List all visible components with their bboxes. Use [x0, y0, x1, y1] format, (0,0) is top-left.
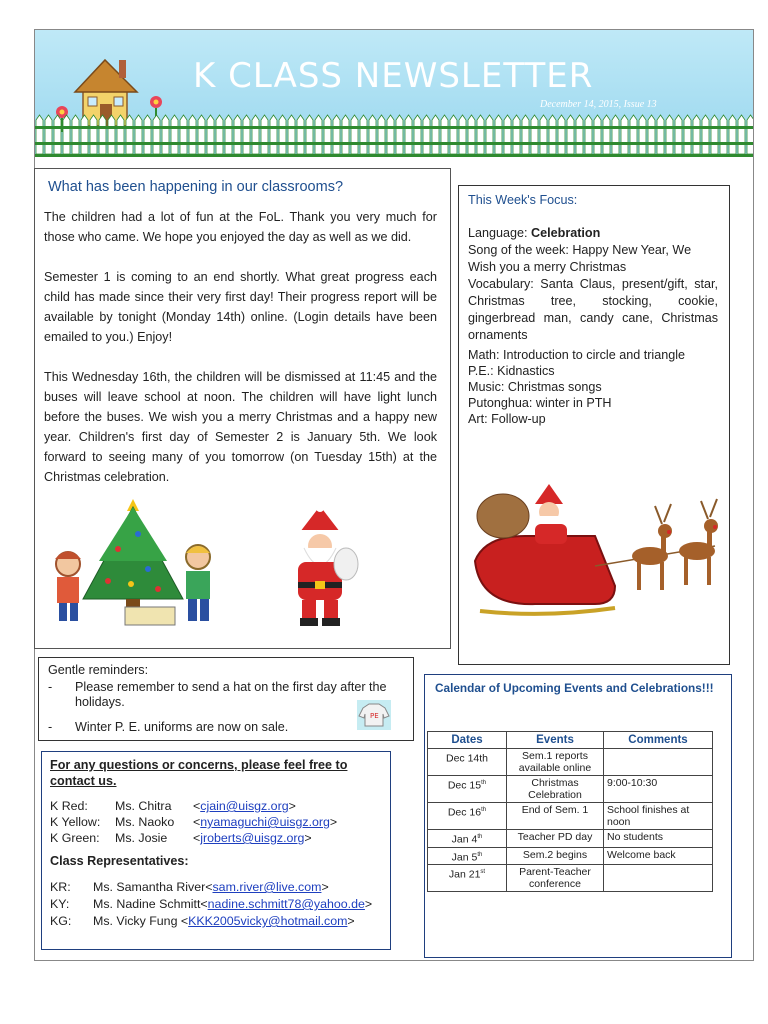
picket-fence	[35, 114, 753, 154]
col-header: Comments	[604, 732, 713, 749]
reminder-item: - Please remember to send a hat on the first day after the holidays.	[48, 680, 398, 710]
email-link[interactable]: KKK2005vicky@hotmail.com	[188, 914, 348, 928]
date-cell	[428, 776, 507, 803]
col-header: Events	[507, 732, 604, 749]
newsletter-page	[34, 29, 754, 961]
date-text: Jan 4	[451, 833, 478, 846]
focus-math: Math: Introduction to circle and triangle	[468, 348, 686, 362]
contact-name: Ms. Naoko	[115, 815, 175, 829]
email-link[interactable]: sam.river@live.com	[212, 880, 322, 894]
date-text: Dec 16	[447, 806, 482, 819]
focus-song: Song of the week: Happy New Year, We Wish you a merry Christmas	[468, 243, 692, 274]
focus-language-value: Celebration	[531, 226, 601, 240]
santa-illustration	[280, 504, 360, 629]
calendar-section	[424, 674, 732, 958]
focus-language	[468, 225, 718, 242]
weekly-focus-section	[458, 185, 730, 665]
comment-cell	[604, 865, 713, 892]
date-suffix: th	[481, 807, 487, 813]
happenings-heading: What has been happening in our classrooms?	[48, 179, 344, 195]
contact-class: K Green:	[50, 831, 100, 845]
reminders-section	[38, 657, 414, 741]
date-cell	[428, 749, 507, 776]
rep-row: KY: Ms. Nadine Schmitt<nadine.schmitt78@yahoo.de>	[50, 897, 373, 911]
comment-cell	[604, 749, 713, 776]
santa-sleigh-illustration	[465, 476, 725, 621]
date-suffix: th	[477, 834, 483, 840]
comment-cell: School finishes at noon	[604, 803, 713, 830]
contact-row: K Red: Ms. Chitra <cjain@uisgz.org>	[50, 799, 296, 813]
reminder-text: Winter P. E. uniforms are now on sale.	[75, 720, 289, 734]
rep-name: Ms. Samantha River<	[93, 880, 213, 894]
happenings-paragraph: Semester 1 is coming to an end shortly. What great progress each child has made since their very first day! Their progress report will be available by tonight (Monday 14th) online. (Login details have been emailed to you.) Enjoy!	[44, 270, 437, 344]
reminder-text: Please remember to send a hat on the first day after the holidays.	[75, 680, 387, 709]
comment-cell: Welcome back	[604, 847, 713, 865]
col-header: Dates	[428, 732, 507, 749]
table-row	[428, 749, 713, 776]
table-row	[428, 865, 713, 892]
happenings-paragraph: The children had a lot of fun at the FoL. Thank you very much for those who came. We hope you enjoyed the day as well as we did.	[44, 210, 437, 244]
comment-cell: 9:00-10:30	[604, 776, 713, 803]
date-suffix: th	[481, 780, 487, 786]
email-link[interactable]: cjain@uisgz.org	[200, 799, 289, 813]
sweater-icon	[357, 700, 391, 730]
focus-art: Art: Follow-up	[468, 412, 546, 426]
event-cell: Teacher PD day	[507, 830, 604, 848]
table-row	[428, 776, 713, 803]
contact-row: K Green: Ms. Josie <jroberts@uisgz.org>	[50, 831, 312, 845]
christmas-tree-illustration	[43, 489, 228, 629]
date-text: Dec 15	[447, 779, 482, 792]
rep-name: Ms. Nadine Schmitt<	[93, 897, 208, 911]
email-link[interactable]: nyamaguchi@uisgz.org	[200, 815, 330, 829]
focus-vocabulary: Vocabulary: Santa Claus, present/gift, star, Christmas tree, stocking, cookie, gingerbread man, candy cane, Christmas ornaments	[468, 277, 718, 342]
date-suffix: th	[477, 851, 483, 858]
calendar-table	[427, 731, 713, 892]
reminder-item: - Winter P. E. uniforms are now on sale.	[48, 720, 398, 734]
date-text: Jan 21	[448, 868, 481, 881]
table-row	[428, 830, 713, 848]
date-text: Dec 14th	[445, 752, 489, 765]
issue-date: December 14, 2015, Issue 13	[540, 99, 657, 110]
rep-contacts	[50, 879, 395, 930]
table-row	[428, 803, 713, 830]
contact-heading: For any questions or concerns, please feel free to contact us.	[50, 758, 348, 788]
happenings-paragraph: This Wednesday 16th, the children will be dismissed at 11:45 and the buses will leave school at noon. The children will have light lunch before the buses. We wish you a merry Christmas and a happy new year. Children's first day of Semester 2 is January 5th. We look forward to seeing many of you tomorrow (on Tuesday 15th) at the Christmas celebration.	[44, 370, 437, 484]
rep-row: KG: Ms. Vicky Fung <KKK2005vicky@hotmail.com>	[50, 914, 355, 928]
contact-class: K Yellow:	[50, 815, 101, 829]
date-cell	[428, 865, 507, 892]
event-cell: Sem.1 reports available online	[507, 749, 604, 776]
rep-class: KR:	[50, 880, 71, 894]
contact-name: Ms. Chitra	[115, 799, 172, 813]
contact-class: K Red:	[50, 799, 88, 813]
focus-language-label: Language:	[468, 226, 532, 240]
date-text: Jan 5	[451, 851, 478, 863]
rep-name: Ms. Vicky Fung <	[93, 914, 189, 928]
table-row	[428, 847, 713, 865]
focus-pe: P.E.: Kidnastics	[468, 364, 555, 378]
contact-section	[41, 751, 391, 950]
event-cell: Christmas Celebration	[507, 776, 604, 803]
date-cell	[428, 847, 507, 865]
comment-cell: No students	[604, 830, 713, 848]
event-cell: Parent-Teacher conference	[507, 865, 604, 892]
email-link[interactable]: nadine.schmitt78@yahoo.de	[207, 897, 365, 911]
svg-text:PE: PE	[370, 712, 379, 720]
newsletter-banner	[35, 30, 753, 157]
rep-row: KR: Ms. Samantha River<sam.river@live.com>	[50, 880, 329, 894]
contact-name: Ms. Josie	[115, 831, 168, 845]
date-cell	[428, 830, 507, 848]
happenings-section	[34, 168, 451, 649]
contact-row: K Yellow: Ms. Naoko <nyamaguchi@uisgz.org>	[50, 815, 338, 829]
reminders-heading: Gentle reminders:	[48, 663, 149, 677]
focus-heading: This Week's Focus:	[468, 193, 578, 207]
rep-class: KY:	[50, 897, 70, 911]
event-cell: Sem.2 begins	[507, 847, 604, 865]
focus-music: Music: Christmas songs	[468, 380, 602, 394]
calendar-heading: Calendar of Upcoming Events and Celebrations!!!	[435, 681, 714, 695]
calendar-header-row	[428, 732, 713, 749]
reps-heading: Class Representatives:	[50, 854, 189, 868]
newsletter-title: K CLASS NEWSLETTER	[193, 56, 594, 96]
rep-class: KG:	[50, 914, 72, 928]
teacher-contacts	[50, 798, 390, 846]
event-cell: End of Sem. 1	[507, 803, 604, 830]
focus-putonghua: Putonghua: winter in PTH	[468, 396, 612, 410]
date-cell	[428, 803, 507, 830]
date-suffix: st	[480, 869, 486, 875]
email-link[interactable]: jroberts@uisgz.org	[200, 831, 305, 845]
